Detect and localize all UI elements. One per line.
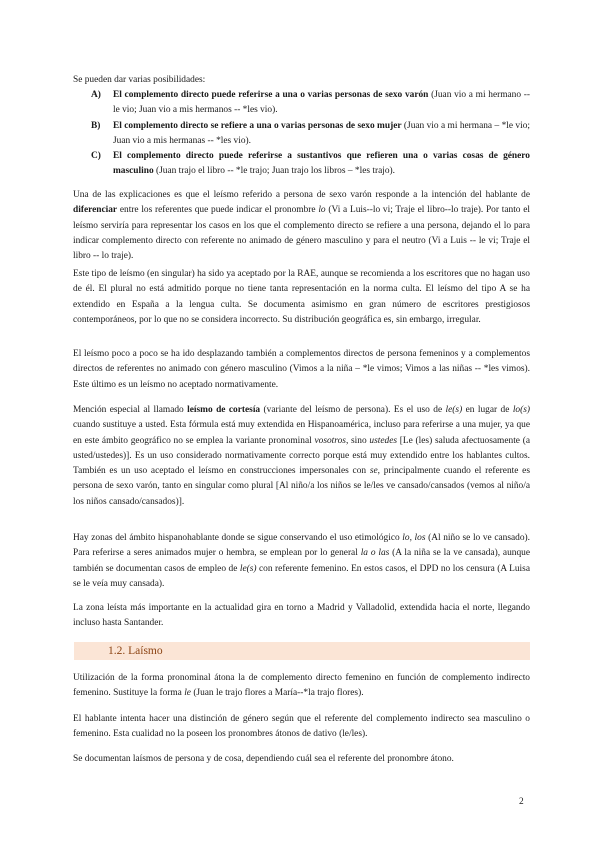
- intro-paragraph: Se pueden dar varias posibilidades:: [73, 75, 206, 85]
- option-a-bold: El complemento directo puede referirse a una o varias personas de sexo varón: [113, 90, 429, 100]
- paragraph-rae: Este tipo de leísmo (en singular) ha sido ya aceptado por la RAE, aunque se recomienda a los escritores que no hagan uso de él. El plural no está admitido porque no tiene tanta representación en la norma culta. El leísmo del tipo A se ha extendido en España a la lengua culta. Se documenta asimismo en gran número de escritores prestigiosos contemporáneos, por lo que no se considera incorrecto. Su distribución geográfica es, sin embargo, irregular.: [73, 269, 530, 325]
- paragraph-etymological: Hay zonas del ámbito hispanohablante donde se sigue conservando el uso etimológico lo, los (Al niño se lo ve cansado). Para referirse a seres animados mujer o hembra, se emplean por lo general la o las (A la niña se la ve cansada), aunque también se documentan casos de empleo de le(s) con referente femenino. En estos casos, el DPD no los censura (A Luisa se le veía muy cansada).: [73, 533, 530, 589]
- paragraph-gender: El hablante intenta hacer una distinción de género según que el referente del complemento indirecto sea masculino o femenino. Esta cualidad no la poseen los pronombres átonos de dativo (le/les).: [73, 714, 530, 740]
- paragraph-laismo-def: Utilización de la forma pronominal átona la de complemento directo femenino en función de complemento indirecto femenino. Sustituye la forma le (Juan le trajo flores a María--*la trajo flores).: [73, 673, 530, 699]
- list-item: [73, 119, 530, 150]
- paragraph-courtesy: Mención especial al llamado leísmo de cortesía (variante del leísmo de persona). Es el uso de le(s) en lugar de lo(s) cuando sustituye a usted. Esta fórmula está muy extendida en Hispanoamérica, incluso para referirse a una mujer, ya que en este ámbito geográfico no se emplea la variante pronominal vosotros, sino ustedes [Le (les) saluda afectuosamente (a usted/ustedes)]. Es un uso considerado normativamente correcto porque está muy extendido entre los hablantes cultos. También es un uso aceptado el leísmo en construcciones impersonales con se, principalmente cuando el referente es persona de sexo varón, tanto en singular como plural [Al niño/a los niños se le/les ve cansado/cansados (vemos al niño/a los niños cansado/cansados)].: [73, 405, 531, 507]
- option-c-bold: El complemento directo puede referirse a sustantivos que refieren una o varias cosas de género masculino: [113, 151, 530, 177]
- option-b-rest: (Juan vio a mi hermana – *le vio; Juan vio a mis hermanas -- *les vio).: [113, 120, 530, 146]
- list-marker: A): [91, 90, 101, 100]
- option-b-bold: El complemento directo se refiere a una o varias personas de sexo mujer: [113, 120, 402, 131]
- paragraph-explanation: Una de las explicaciones es que el leísmo referido a persona de sexo varón responde a la intención del hablante de diferenciar entre los referentes que puede indicar el pronombre lo (Vi a Luis--lo vi; Traje el libro--lo traje). Por tanto el leísmo serviría para representar los casos en los que el complemento directo se refiere a una persona, dejando el lo para indicar complemento directo con referente no animado de género masculino y para el neutro (Vi a Luis -- le vi; Traje el libro -- lo traje).: [73, 190, 530, 262]
- paragraph-displacement: El leísmo poco a poco se ha ido desplazando también a complementos directos de persona femeninos y a complementos directos de referentes no animado con género masculino (Vimos a la niña – *le vimos; Vimos a las niñas -- *les vimos). Este último es un leísmo no aceptado normativamente.: [73, 349, 530, 390]
- paragraph-types: Se documentan laísmos de persona y de cosa, dependiendo cuál sea el referente del pronombre átono.: [73, 754, 454, 764]
- page-number: 2: [519, 797, 524, 807]
- possibilities-list: [73, 88, 530, 180]
- section-heading-text: 1.2. Laísmo: [108, 645, 163, 657]
- list-marker: C): [91, 151, 101, 162]
- section-heading: [74, 642, 530, 660]
- option-c-rest: (Juan trajo el libro -- *le trajo; Juan trajo los libros – *les trajo).: [153, 166, 395, 177]
- list-item: [73, 88, 530, 119]
- list-marker: B): [91, 120, 101, 131]
- list-item: [73, 149, 530, 180]
- option-a-rest: (Juan vio a mi hermano -- le vio; Juan vio a mis hermanos -- *les vio).: [113, 90, 530, 116]
- paragraph-zone: La zona leísta más importante en la actualidad gira en torno a Madrid y Valladolid, extendida hacia el norte, llegando incluso hasta Santander.: [73, 603, 530, 629]
